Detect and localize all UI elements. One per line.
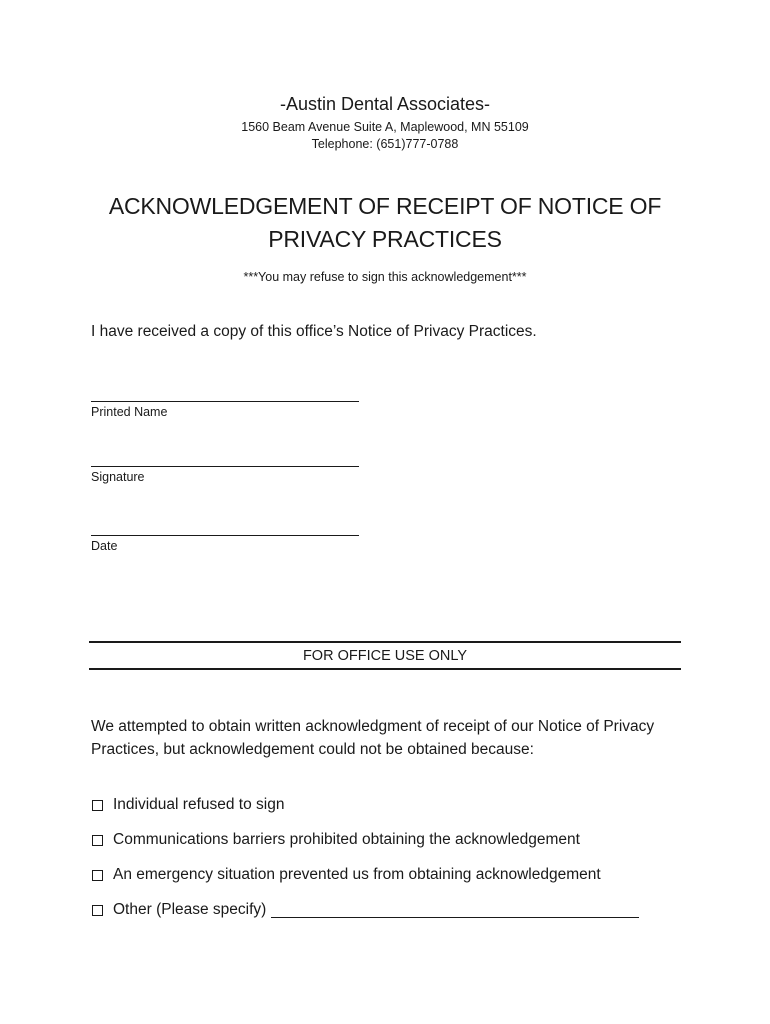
practice-address: 1560 Beam Avenue Suite A, Maplewood, MN 55109 bbox=[241, 120, 529, 134]
printed-name-line[interactable] bbox=[91, 401, 359, 402]
date-line[interactable] bbox=[91, 535, 359, 536]
page-title bbox=[0, 190, 770, 256]
checkbox-icon[interactable] bbox=[92, 905, 103, 916]
option-refused-label: Individual refused to sign bbox=[113, 796, 285, 813]
checkbox-icon[interactable] bbox=[92, 800, 103, 811]
office-use-heading: FOR OFFICE USE ONLY bbox=[302, 648, 468, 664]
practice-telephone: Telephone: (651)777-0788 bbox=[311, 137, 459, 151]
printed-name-label: Printed Name bbox=[91, 405, 168, 419]
option-communication-barriers-label: Communications barriers prohibited obtaining the acknowledgement bbox=[113, 831, 580, 848]
checkbox-icon[interactable] bbox=[92, 870, 103, 881]
attempt-statement: We attempted to obtain written acknowledgment of receipt of our Notice of Privacy Practices, but acknowledgement could not be obtained because: bbox=[91, 718, 655, 758]
option-other[interactable] bbox=[91, 901, 639, 919]
office-section-bottom-rule bbox=[89, 668, 681, 670]
signature-line[interactable] bbox=[91, 466, 359, 467]
other-specify-line[interactable] bbox=[271, 903, 639, 918]
office-section-top-rule bbox=[89, 641, 681, 643]
practice-name: -Austin Dental Associates- bbox=[279, 94, 491, 114]
received-statement: I have received a copy of this office’s Notice of Privacy Practices. bbox=[91, 323, 537, 340]
checkbox-icon[interactable] bbox=[92, 835, 103, 846]
refuse-note: ***You may refuse to sign this acknowledgement*** bbox=[243, 270, 527, 284]
option-other-label: Other (Please specify) bbox=[113, 901, 267, 918]
title-line-1: ACKNOWLEDGEMENT OF RECEIPT OF NOTICE OF bbox=[108, 193, 662, 219]
option-communication-barriers[interactable] bbox=[91, 831, 580, 849]
title-line-2: PRIVACY PRACTICES bbox=[268, 226, 502, 252]
option-emergency-label: An emergency situation prevented us from obtaining acknowledgement bbox=[113, 866, 601, 883]
signature-label: Signature bbox=[91, 470, 145, 484]
option-refused[interactable] bbox=[91, 796, 284, 814]
option-emergency[interactable] bbox=[91, 866, 601, 884]
date-label: Date bbox=[91, 539, 118, 553]
